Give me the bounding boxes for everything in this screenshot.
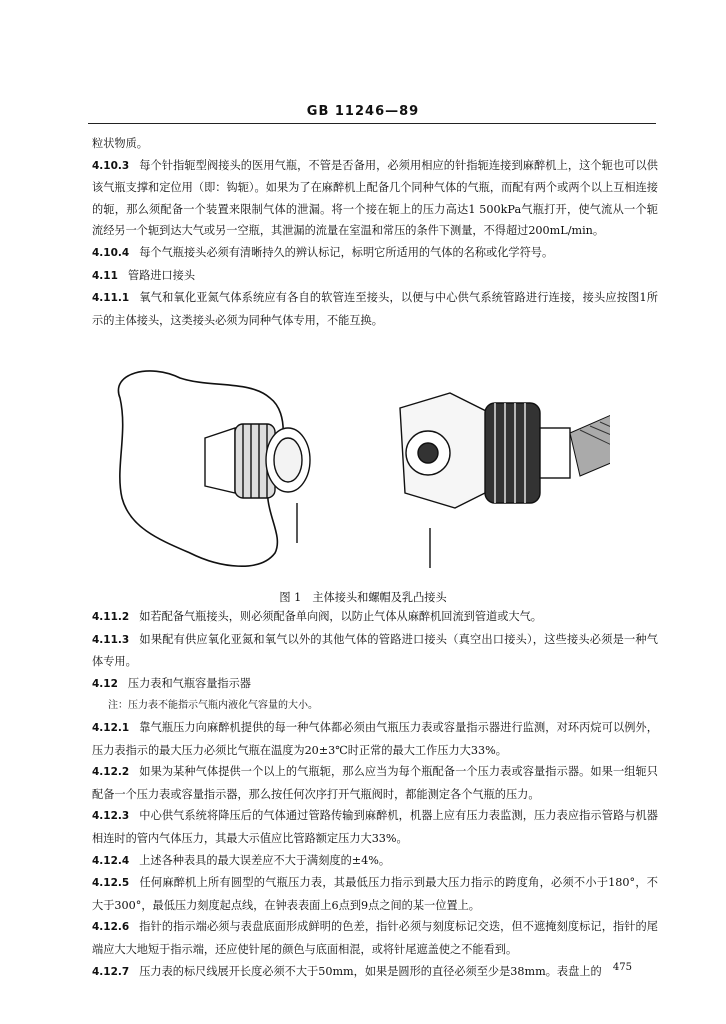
paragraph — [92, 133, 658, 155]
clause-4-10-4 — [92, 242, 658, 265]
clause-number: 4.12.3 — [92, 810, 130, 823]
page-number: 475 — [612, 962, 632, 973]
clause-text: 如若配备气瓶接头，则必须配备单向阀，以防止气体从麻醉机回流到管道或大气。 — [139, 610, 542, 623]
clause-4-12-2 — [92, 761, 658, 805]
clause-4-12-4 — [92, 850, 658, 873]
header-rule — [88, 123, 656, 124]
clause-number: 4.12.7 — [92, 965, 130, 978]
clause-text: 压力表的标尺线展开长度必须不大于50mm，如果是圆形的直径必须至少是38mm。表盘上的 — [139, 964, 602, 978]
clause-text: 指针的指示端必须与表盘底面形成鲜明的色差，指针必须与刻度标记交迭，但不遮掩刻度标记，指针的尾端应大大地短于指示端，还应使针尾的颜色与底面相混，或将针尾遮盖使之不能看到。 — [92, 920, 658, 956]
nut-nipple-connector — [400, 393, 570, 508]
clause-4-12-5 — [92, 872, 658, 916]
clause-number: 4.12 — [92, 677, 118, 690]
clause-4-12-6 — [92, 916, 658, 960]
section-a — [92, 133, 658, 331]
section-b — [92, 606, 658, 983]
clause-number: 4.11.3 — [92, 633, 130, 646]
clause-number: 4.10.3 — [92, 159, 130, 172]
clause-4-11-2 — [92, 606, 658, 629]
clause-text: 注：压力表不能指示气瓶内液化气容量的大小。 — [108, 700, 318, 712]
clause-number: 4.11.2 — [92, 611, 130, 623]
hose — [570, 398, 610, 476]
paragraph — [92, 695, 658, 717]
clause-number: 4.10.4 — [92, 246, 130, 259]
clause-text: 如果配有供应氧化亚氮和氧气以外的其他气体的管路进口接头（真空出口接头），这些接头必须是一种气体专用。 — [92, 632, 658, 669]
clause-text: 管路进口接头 — [127, 268, 196, 282]
clause-text: 每个针指轭型阀接头的医用气瓶，不管是否备用，必须用相应的针指轭连接到麻醉机上，这个轭也可以供该气瓶支撑和定位用（即：钩轭）。如果为了在麻醉机上配备几个同种气体的气瓶，而配有两个或两个以上互相连接的轭，那么须配备一个装置来限制气体的泄漏。将一个接在轭上的压力高达1 500kPa气瓶打开，使气流从一个轭流经另一个轭到达大气或另一空瓶，其泄漏的流量在室温和常压的条件下测量，不得超过200mL/min。 — [92, 158, 658, 238]
clause-4-11-3 — [92, 629, 658, 673]
clause-4-11 — [92, 265, 658, 288]
clause-4-11-1 — [92, 287, 658, 331]
body-connector — [205, 424, 310, 498]
clause-text: 如果为某种气体提供一个以上的气瓶轭，那么应当为每个瓶配备一个压力表或容量指示器。如果一组轭只配备一个压力表或容量指示器，那么按任何次序打开气瓶阀时，都能测定各个气瓶的压力。 — [92, 765, 658, 801]
clause-4-10-3 — [92, 155, 658, 242]
clause-4-12 — [92, 673, 658, 696]
clause-number: 4.12.2 — [92, 766, 130, 779]
clause-text: 中心供气系统将降压后的气体通过管路传输到麻醉机，机器上应有压力表监测，压力表应指示管路与机器相连时的管内气体压力，其最大示值应比管路额定压力大33%。 — [92, 809, 658, 845]
clause-text: 每个气瓶接头必须有清晰持久的辨认标记，标明它所适用的气体的名称或化学符号。 — [139, 245, 554, 259]
clause-number: 4.11 — [92, 269, 118, 282]
clause-number: 4.12.6 — [92, 921, 130, 934]
standard-code: GB 11246—89 — [306, 104, 420, 119]
clause-text: 任何麻醉机上所有圆型的气瓶压力表，其最低压力指示到最大压力指示的跨度角，必须不小于180°，不大于300°，最低压力刻度起点线，在钟表表面上6点到9点之间的某一位置上。 — [92, 876, 658, 912]
clause-number: 4.12.4 — [92, 854, 130, 867]
figure-1 — [110, 358, 610, 583]
clause-4-12-7 — [92, 961, 658, 984]
clause-text: 氧气和氧化亚氮气体系统应有各自的软管连至接头，以便与中心供气系统管路进行连接，接头应按图1所示的主体接头，这类接头必须为同种气体专用，不能互换。 — [92, 291, 658, 327]
clause-text: 粒状物质。 — [92, 137, 148, 150]
clause-text: 靠气瓶压力向麻醉机提供的每一种气体都必须由气瓶压力表或容量指示器进行监测，对环丙烷可以例外，压力表指示的最大压力必须比气瓶在温度为20±3℃时正常的最大工作压力大33%。 — [92, 720, 658, 757]
clause-4-12-3 — [92, 805, 658, 849]
clause-4-12-1 — [92, 717, 658, 761]
clause-number: 4.12.1 — [92, 721, 130, 734]
clause-number: 4.11.1 — [92, 292, 130, 305]
clause-text: 上述各种表具的最大误差应不大于满刻度的±4%。 — [139, 853, 391, 867]
figure-caption: 图 1 主体接头和螺帽及乳凸接头 — [279, 591, 447, 604]
clause-text: 压力表和气瓶容量指示器 — [127, 676, 251, 690]
clause-number: 4.12.5 — [92, 877, 130, 890]
